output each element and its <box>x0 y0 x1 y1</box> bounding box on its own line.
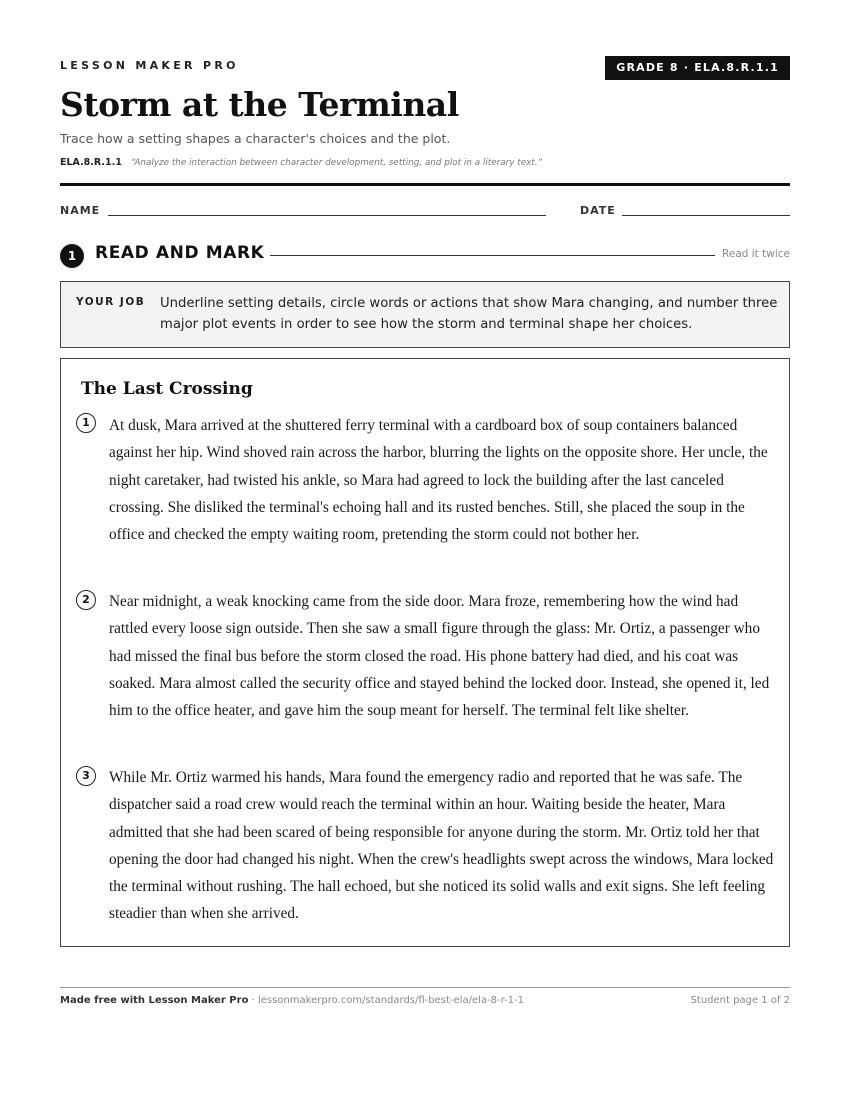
page-title: Storm at the Terminal <box>60 85 459 124</box>
passage-paragraph-2: Near midnight, a weak knocking came from the side door. Mara froze, remembering how the wind had rattled every loose sign outside. Then she saw a small figure through the glass: Mr. Ortiz, a passenger who had missed the final bus before the storm closed the road. His phone battery had died, and his coat was soaked. Mara almost called the security office and stayed behind the locked door. Instead, she opened it, led him to the office heater, and gave him the soup meant for herself. The terminal felt like shelter. <box>109 593 770 720</box>
standard-description: “Analyze the interaction between character development, setting, and plot in a literary text.” <box>130 158 543 168</box>
paragraph-number-2: 2 <box>76 590 96 610</box>
passage-title: The Last Crossing <box>81 379 253 399</box>
section-divider <box>270 255 715 256</box>
section-title: READ AND MARK <box>95 243 265 263</box>
instructions-text: Underline setting details, circle words or actions that show Mara changing, and number three major plot events in order to see how the storm and terminal shape her choices. <box>160 296 778 332</box>
footer-url: lessonmakerpro.com/standards/fl-best-ela/ela-8-r-1-1 <box>257 995 525 1006</box>
date-field[interactable] <box>622 215 790 216</box>
name-label: NAME <box>60 204 101 217</box>
paragraph-number-3: 3 <box>76 766 96 786</box>
section-header <box>60 242 790 266</box>
standard-line <box>60 157 542 168</box>
grade-standard-badge: GRADE 8 · ELA.8.R.1.1 <box>605 56 790 80</box>
footer-separator: · <box>248 995 258 1006</box>
passage-paragraph-3: While Mr. Ortiz warmed his hands, Mara found the emergency radio and reported that he was safe. The dispatcher said a road crew would reach the terminal within an hour. Waiting beside the heater, Mara admitted that she had been scared of being responsible for anyone during the storm. Mr. Ortiz told her that opening the door had changed his night. When the crew's headlights swept across the windows, Mara locked the terminal without rushing. The hall echoed, but she noticed its solid walls and exit signs. She left feeling steadier than when she arrived. <box>109 769 774 923</box>
passage-paragraph-1: At dusk, Mara arrived at the shuttered ferry terminal with a cardboard box of soup containers balanced against her hip. Wind shoved rain across the harbor, blurring the lights on the opposite shore. Her uncle, the night caretaker, had twisted his ankle, so Mara had agreed to lock the building after the last canceled crossing. She disliked the terminal's echoing hall and its rusted benches. Still, she placed the soup in the office and checked the empty waiting room, pretending the storm could not bother her. <box>109 417 768 544</box>
instructions-label: YOUR JOB <box>76 296 146 308</box>
paragraph-number-1: 1 <box>76 413 96 433</box>
student-info-fields <box>60 204 790 220</box>
footer-made-with: Made free with Lesson Maker Pro <box>60 995 249 1006</box>
section-hint: Read it twice <box>722 248 790 260</box>
name-field[interactable] <box>108 215 546 216</box>
instructions-box <box>60 281 790 348</box>
reading-passage <box>60 358 790 947</box>
brand-logo-text: LESSON MAKER PRO <box>60 59 239 72</box>
section-number-badge: 1 <box>60 244 84 268</box>
footer-credit <box>60 995 524 1006</box>
header-divider <box>60 183 790 186</box>
page-counter: Student page 1 of 2 <box>690 995 790 1006</box>
date-label: DATE <box>580 204 616 217</box>
page-subtitle: Trace how a setting shapes a character's choices and the plot. <box>60 131 451 146</box>
footer-divider <box>60 987 790 988</box>
top-bar <box>60 56 790 80</box>
standard-code: ELA.8.R.1.1 <box>60 157 122 168</box>
